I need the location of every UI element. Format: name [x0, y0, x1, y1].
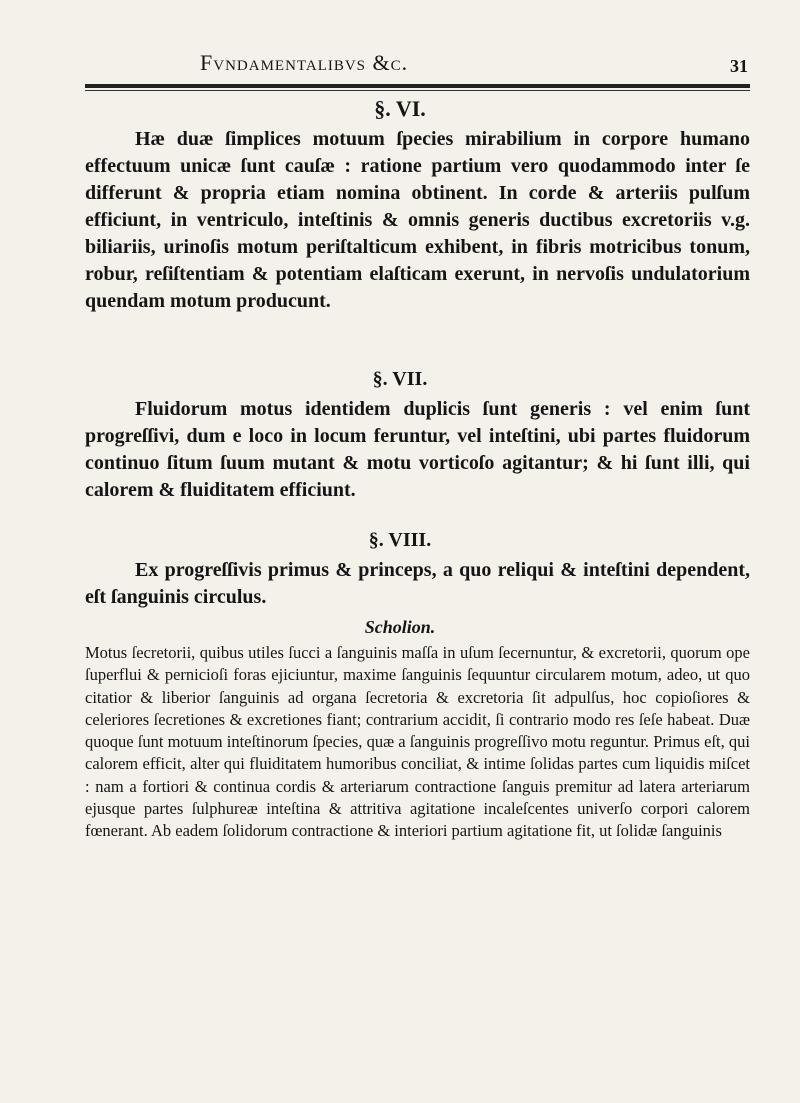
- section-title-vi: §. VI.: [374, 96, 426, 121]
- section-viii-paragraph: [85, 557, 750, 611]
- page-number: 31: [730, 56, 748, 76]
- section-title-viii: §. VIII.: [368, 529, 432, 551]
- section-viii-text: Ex progreſſivis primus & princeps, a quo reliqui & inteſtini dependent, eſt ſanguinis circulus.: [85, 559, 750, 608]
- scholion-title: Scholion.: [364, 617, 436, 637]
- running-head: Fvndamentalibvs &c.: [200, 50, 409, 75]
- section-vi-paragraph: [85, 126, 750, 315]
- header-rule: [85, 84, 750, 88]
- section-vi-text: Hæ duæ ſimplices motuum ſpecies mirabilium in corpore humano effectuum unicæ ſunt cauſæ : ratione partium vero quodammodo inter ſe differunt & propria etiam nomina obtinent. In corde & arteriis pulſum efficiunt, in ventriculo, inteſtinis & omnis generis ductibus excretoriis v.g. biliariis, urinoſis motum periſtalticum exhibent, in fibris motricibus tonum, robur, reſiſtentiam & potentiam elaſticam exerunt, in nervoſis undulatorium quendam motum producunt.: [85, 128, 750, 312]
- section-vii-paragraph: [85, 396, 750, 504]
- section-vii-text: Fluidorum motus identidem duplicis ſunt generis : vel enim ſunt progreſſivi, dum e loco in locum feruntur, vel inteſtini, ubi partes fluidorum continuo ſitum ſuum mutant & motu vorticoſo agitantur; & hi ſunt illi, qui calorem & fluiditatem efficiunt.: [85, 398, 750, 501]
- scholion-paragraph: [85, 642, 750, 843]
- header-rule-thin: [85, 90, 750, 91]
- section-title-vii: §. VII.: [372, 368, 428, 390]
- scholion-text: Motus ſecretorii, quibus utiles ſucci a ſanguinis maſſa in uſum ſecernuntur, & excretorii, quorum ope ſuperflui & pernicioſi foras ejiciuntur, maxime ſanguinis ſequuntur circularem motum, adeo, ut quo citatior & liberior ſanguinis ad organa ſecretoria & excretoria ſit adpulſus, hoc copioſiores & celeriores ſecretiones & excretiones fiant; contrarium accidit, ſi contrario modo res ſeſe habeat. Duæ quoque ſunt motuum inteſtinorum ſpecies, quæ a ſanguinis progreſſivo motu reguntur. Primus eſt, qui calorem efficit, alter qui fluiditatem humoribus conciliat, & intime ſolidas partes cum liquidis miſcet : nam a fortiori & continua cordis & arteriarum contractione ſanguis premitur ad latera arteriarum ejusque partes ſulphureæ inteſtina & attritiva agitatione incaleſcentes univerſo corpori calorem fœnerant. Ab eadem ſolidorum contractione & interiori partium agitatione fit, ut ſolidæ ſanguinis: [85, 643, 750, 841]
